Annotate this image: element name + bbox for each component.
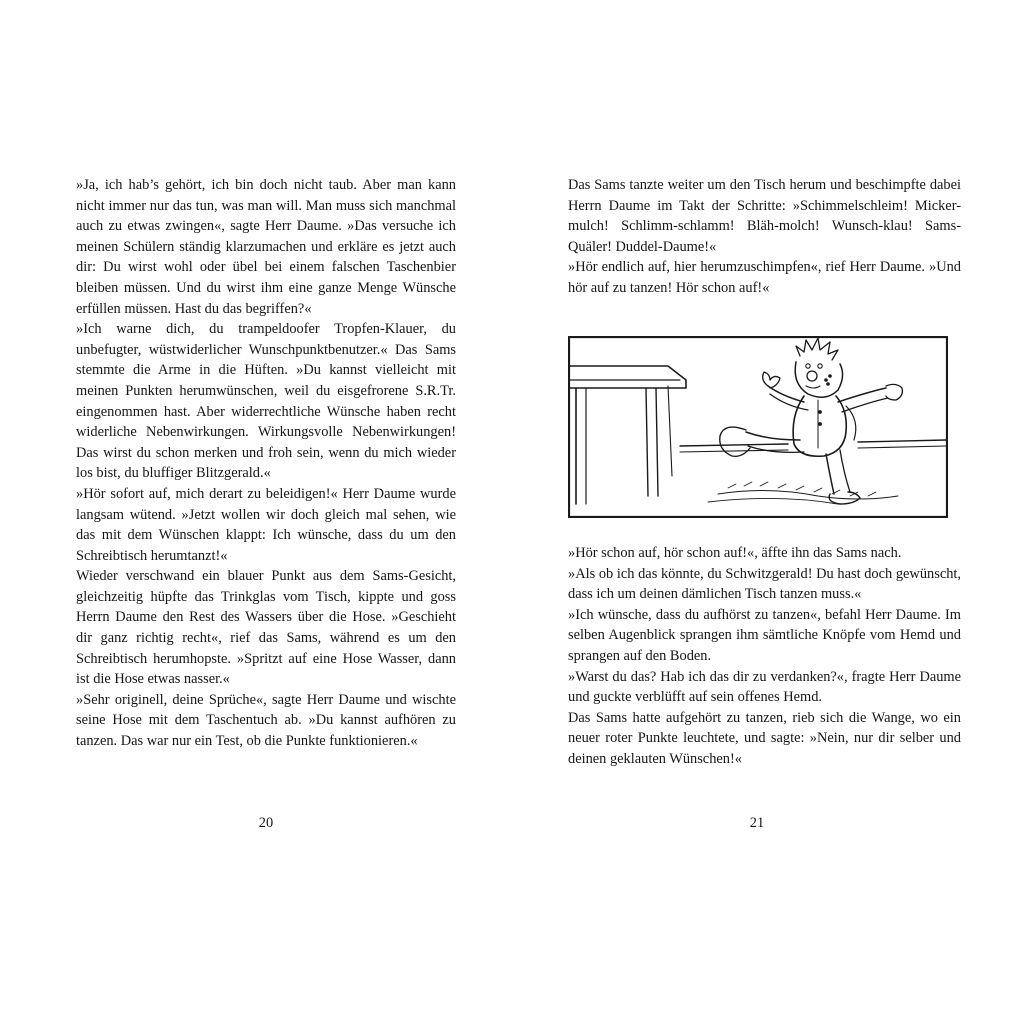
right-page-text-top — [568, 175, 961, 299]
page-number: 21 — [749, 815, 765, 831]
paragraph: Das Sams hatte aufgehört zu tanzen, rieb sich die Wange, wo ein neuer roter Punkte leuchtete, und sagte: »Nein, nur dir selber und deinen geklauten Wünschen!« — [568, 709, 961, 767]
sams-dancing-illustration — [568, 336, 948, 518]
left-page-text — [76, 175, 456, 752]
paragraph: »Als ob ich das könnte, du Schwitzgerald! Du hast doch gewünscht, dass ich um deinen dämlichen Tisch tanzen muss.« — [568, 565, 961, 603]
paragraph: »Hör sofort auf, mich derart zu beleidigen!« Herr Daume wurde langsam wütend. »Jetzt wollen wir doch gleich mal sehen, wie das mit dem Wünschen klappt: Ich wünsche, dass du um den Schreibtisch herumtanzt!« — [76, 485, 456, 564]
paragraph: »Hör schon auf, hör schon auf!«, äffte ihn das Sams nach. — [568, 545, 902, 561]
page-number: 20 — [258, 815, 274, 831]
paragraph: »Ich warne dich, du trampeldoofer Tropfen-Klauer, du unbefugter, wüstwiderlicher Wunschpunktbenutzer.« Das Sams stemmte die Arme in die Hüften. »Du kannst vielleicht mit meinen Punkten herumwünschen, weil du eisgefrorene S.R.Tr. eingenommen hast. Aber widerrechtliche Wünsche haben recht widerliche Nebenwirkungen. Wirkungsvolle Nebenwirkungen! Das wirst du schon merken und froh sein, wenn du mich wieder los bist, du bluffiger Blitzgerald.« — [76, 321, 456, 482]
paragraph: »Sehr originell, deine Sprüche«, sagte Herr Daume und wischte seine Hose mit dem Taschentuch ab. »Du kannst aufhören zu tanzen. Das war nur ein Test, ob die Punkte funktionieren.« — [76, 691, 456, 750]
paragraph: Das Sams tanzte weiter um den Tisch herum und beschimpfte dabei Herrn Daume im Takt der Schritte: »Schimmelschleim! Micker-mulch! Schlimm-schlamm! Bläh-molch! Wunsch-klau! Sams-Quäler! Duddel-Daume!« — [568, 177, 961, 255]
paragraph: »Warst du das? Hab ich das dir zu verdanken?«, fragte Herr Daume und guckte verblüfft auf sein offenes Hemd. — [568, 668, 961, 706]
paragraph: »Ja, ich hab’s gehört, ich bin doch nicht taub. Aber man kann nicht immer nur das tun, was man will. Man muss sich manchmal auch zu etwas zwingen«, sagte Herr Daume. »Das versuche ich meinen Schülern ständig klarzumachen und erkläre es jetzt auch dir: Du wirst wohl oder übel bei einem falschen Taschenbier bleiben müssen. Und du wirst ihm eine ganze Menge Wünsche erfüllen müssen. Hast du das begriffen?« — [76, 177, 456, 317]
paragraph: Wieder verschwand ein blauer Punkt aus dem Sams-Gesicht, gleichzeitig hüpfte das Trinkglas vom Tisch, kippte und goss Herrn Daume den Rest des Wassers über die Hose. »Geschieht dir ganz richtig recht«, rief das Sams, während es um den Schreibtisch herumhopste. »Spritzt auf eine Hose Wasser, dann ist die Hose etwas nasser.« — [76, 568, 456, 688]
illustration-drawing — [568, 336, 948, 518]
paragraph: »Ich wünsche, dass du aufhörst zu tanzen«, befahl Herr Daume. Im selben Augenblick sprangen ihm sämtliche Knöpfe vom Hemd und sprangen auf den Boden. — [568, 606, 961, 664]
right-page-text-bottom — [568, 543, 961, 770]
paragraph: »Hör endlich auf, hier herumzuschimpfen«, rief Herr Daume. »Und hör auf zu tanzen! Hör schon auf!« — [568, 259, 961, 296]
